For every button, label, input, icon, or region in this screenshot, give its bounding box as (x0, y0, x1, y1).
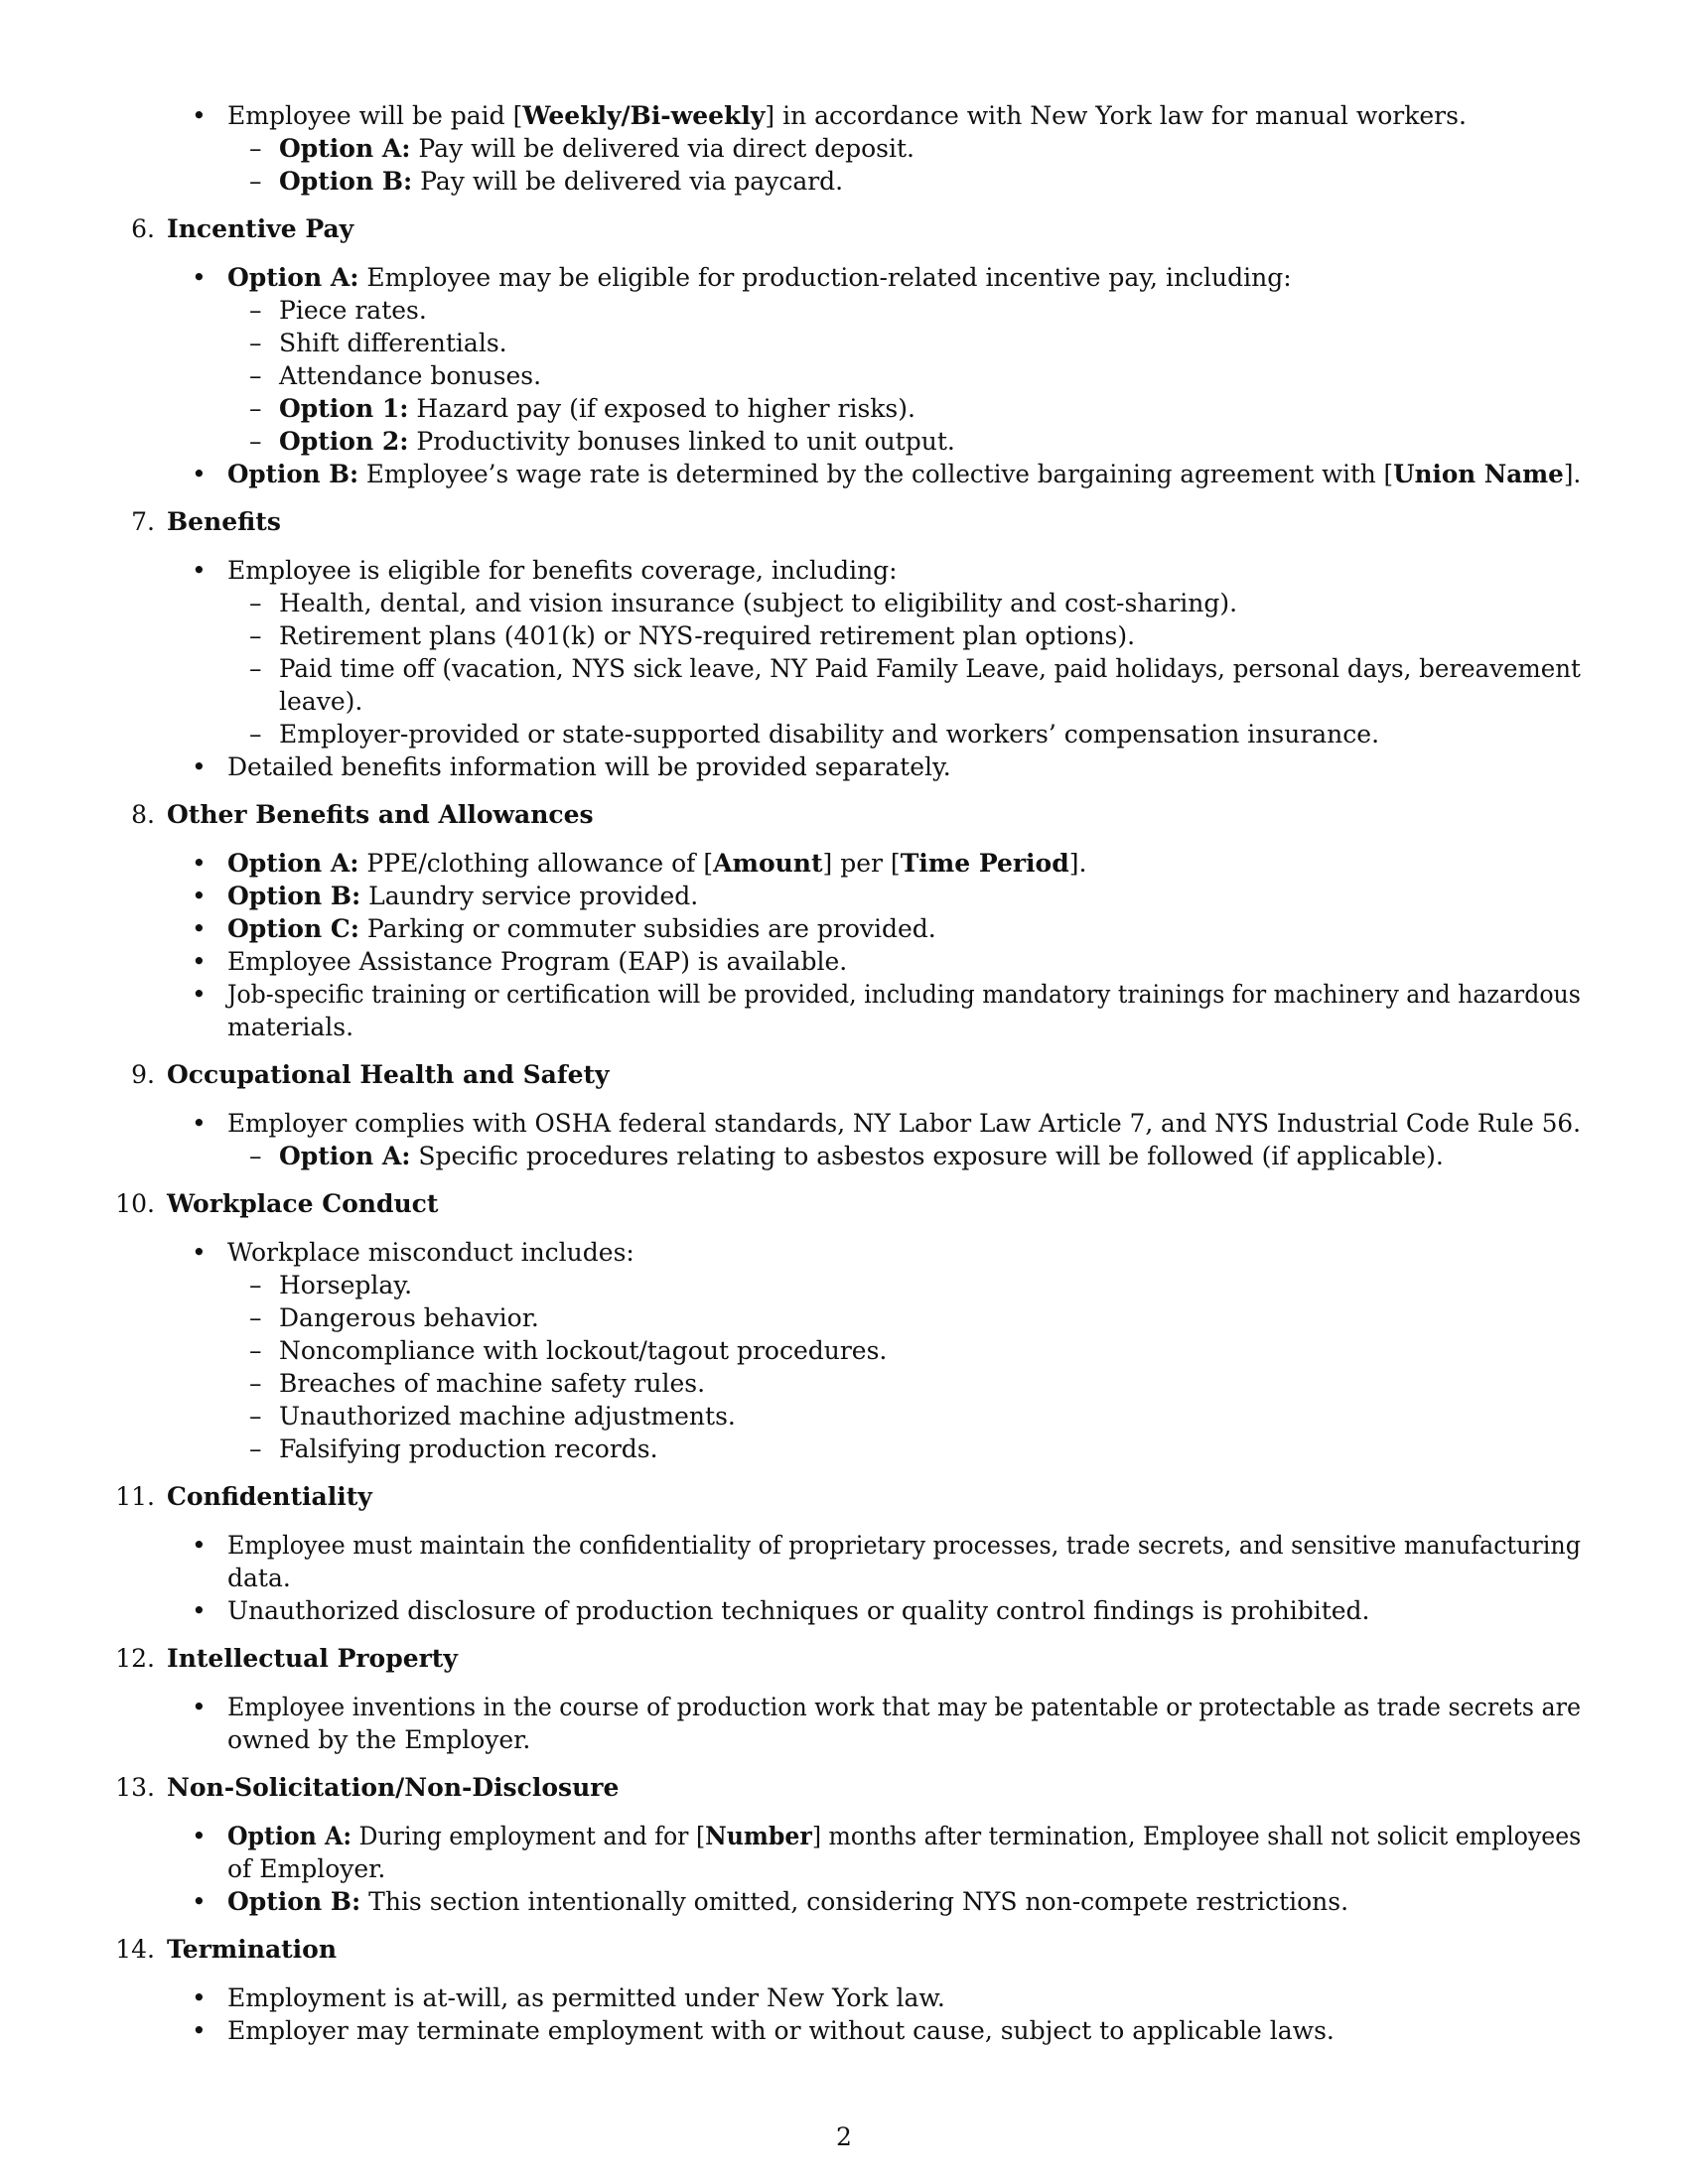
sub-list-item (279, 165, 843, 198)
text-run: owned by the Employer. (227, 1725, 531, 1754)
text-run: Unauthorized machine adjustments. (279, 1402, 736, 1431)
bold-term: Amount (713, 849, 823, 878)
dash-marker: – (249, 1303, 262, 1332)
text-run: Job-specific training or certification will be provided, including mandatory trainings for machinery and hazardous (227, 980, 1581, 1009)
text-run: Hazard pay (if exposed to higher risks). (408, 394, 915, 423)
section-number: 12. (115, 1644, 155, 1673)
text-run: Breaches of machine safety rules. (279, 1369, 706, 1398)
bold-term: Option B: (227, 1887, 361, 1916)
bullet-marker: • (192, 1531, 207, 1560)
dash-marker: – (249, 329, 262, 357)
bold-term: Option A: (279, 1142, 411, 1170)
list-item (227, 847, 1086, 880)
section-number: 11. (115, 1482, 155, 1511)
dash-marker: – (249, 1434, 262, 1463)
text-run: Employee’s wage rate is determined by the collective bargaining agreement with [ (358, 460, 1394, 488)
sub-list-item (279, 1334, 887, 1367)
bullet-marker: • (192, 263, 207, 292)
text-run: ] in accordance with New York law for manual workers. (765, 101, 1467, 130)
bullet-marker: • (192, 1822, 207, 1850)
sub-list-item (279, 294, 427, 327)
text-run: ]. (1563, 460, 1582, 488)
list-item (227, 261, 1292, 294)
text-run: Pay will be delivered via direct deposit. (410, 134, 914, 163)
list-item (227, 1691, 1581, 1723)
section-number: 9. (131, 1060, 155, 1089)
sub-list-item (279, 359, 541, 392)
section-heading: Workplace Conduct (167, 1189, 439, 1218)
section-heading: Incentive Pay (167, 214, 354, 243)
text-run: Productivity bonuses linked to unit output. (408, 427, 955, 456)
bold-term: Option A: (279, 134, 411, 163)
text-run: Dangerous behavior. (279, 1303, 539, 1332)
text-run: Specific procedures relating to asbestos exposure will be followed (if applicable). (410, 1142, 1444, 1170)
text-run: Falsifying production records. (279, 1434, 658, 1463)
page-number: 2 (836, 2122, 852, 2151)
dash-marker: – (249, 361, 262, 390)
bullet-marker: • (192, 1887, 207, 1916)
bold-term: Option 1: (279, 394, 409, 423)
bullet-marker: • (192, 1693, 207, 1721)
dash-marker: – (249, 1402, 262, 1431)
text-run: ] per [ (822, 849, 901, 878)
text-run: Employment is at-will, as permitted under New York law. (227, 1983, 945, 2012)
text-run: During employment and for [ (352, 1822, 706, 1850)
list-item (227, 1236, 634, 1269)
bullet-marker: • (192, 2016, 207, 2045)
sub-list-item (279, 1433, 658, 1465)
bold-term: Time Period (900, 849, 1069, 878)
bold-term: Option B: (227, 460, 359, 488)
sub-list-item (279, 392, 915, 425)
list-item-continuation (279, 685, 362, 718)
bold-term: Option A: (227, 263, 359, 292)
list-item (227, 751, 951, 783)
bold-term: Number (705, 1822, 812, 1850)
dash-marker: – (249, 654, 262, 683)
text-run: Employee may be eligible for production-related incentive pay, including: (358, 263, 1292, 292)
section-heading: Other Benefits and Allowances (167, 800, 594, 829)
bold-term: Union Name (1393, 460, 1564, 488)
sub-list-item (279, 1269, 412, 1301)
text-run: Employee Assistance Program (EAP) is available. (227, 947, 848, 976)
section-heading: Occupational Health and Safety (167, 1060, 610, 1089)
text-run: Employee will be paid [ (227, 101, 523, 130)
text-run: Attendance bonuses. (279, 361, 542, 390)
section-number: 8. (131, 800, 155, 829)
text-run: ] months after termination, Employee shall not solicit employees (811, 1822, 1582, 1850)
bold-term: Option B: (279, 167, 413, 196)
dash-marker: – (249, 1369, 262, 1398)
text-run: Detailed benefits information will be provided separately. (227, 752, 951, 781)
text-run: Employer-provided or state-supported disability and workers’ compensation insurance. (279, 720, 1380, 749)
sub-list-item (279, 1367, 705, 1400)
list-item (227, 912, 936, 945)
list-item (227, 1820, 1581, 1852)
section-heading: Confidentiality (167, 1482, 372, 1511)
text-run: data. (227, 1564, 291, 1592)
list-item (227, 458, 1581, 490)
text-run: Employer complies with OSHA federal standards, NY Labor Law Article 7, and NYS Industrial Code Rule 56. (227, 1109, 1581, 1138)
bullet-marker: • (192, 1238, 207, 1267)
sub-list-item (279, 587, 1237, 619)
text-run: Piece rates. (279, 296, 427, 325)
text-run: Unauthorized disclosure of production techniques or quality control findings is prohibited. (227, 1596, 1370, 1625)
text-run: ]. (1068, 849, 1087, 878)
sub-list-item (279, 327, 507, 359)
section-number: 10. (115, 1189, 155, 1218)
text-run: PPE/clothing allowance of [ (358, 849, 714, 878)
bullet-marker: • (192, 914, 207, 943)
list-item-continuation (227, 1852, 385, 1885)
bullet-marker: • (192, 1109, 207, 1138)
text-run: Employee inventions in the course of production work that may be patentable or protectable as trade secrets are (227, 1693, 1581, 1721)
bold-term: Option A: (227, 849, 359, 878)
list-item (227, 880, 698, 912)
dash-marker: – (249, 427, 262, 456)
list-item (227, 1885, 1348, 1918)
dash-marker: – (249, 296, 262, 325)
dash-marker: – (249, 720, 262, 749)
dash-marker: – (249, 589, 262, 617)
text-run: Employer may terminate employment with or without cause, subject to applicable laws. (227, 2016, 1335, 2045)
text-run: Pay will be delivered via paycard. (412, 167, 844, 196)
list-item (227, 1981, 945, 2014)
list-item (227, 1107, 1581, 1140)
sub-list-item (279, 1140, 1444, 1172)
list-item (227, 1594, 1370, 1627)
sub-list-item (279, 718, 1379, 751)
section-heading: Intellectual Property (167, 1644, 458, 1673)
list-item-continuation (227, 1011, 353, 1043)
dash-marker: – (249, 1271, 262, 1299)
text-run: Employee is eligible for benefits coverage, including: (227, 556, 898, 585)
bold-term: Option C: (227, 914, 359, 943)
dash-marker: – (249, 621, 262, 650)
text-run: Retirement plans (401(k) or NYS-required retirement plan options). (279, 621, 1136, 650)
section-number: 13. (115, 1773, 155, 1802)
bullet-marker: • (192, 980, 207, 1009)
text-run: Noncompliance with lockout/tagout procedures. (279, 1336, 888, 1365)
bullet-marker: • (192, 849, 207, 878)
list-item (227, 99, 1467, 132)
dash-marker: – (249, 134, 262, 163)
dash-marker: – (249, 167, 262, 196)
text-run: materials. (227, 1013, 354, 1041)
sub-list-item (279, 132, 914, 165)
bold-term: Option B: (227, 882, 361, 910)
bold-term: Weekly/Bi-weekly (522, 101, 766, 130)
sub-list-item (279, 619, 1135, 652)
sub-list-item (279, 652, 1581, 685)
section-heading: Termination (167, 1935, 338, 1964)
bullet-marker: • (192, 1983, 207, 2012)
text-run: Health, dental, and vision insurance (subject to eligibility and cost-sharing). (279, 589, 1238, 617)
bullet-marker: • (192, 882, 207, 910)
section-number: 6. (131, 214, 155, 243)
text-run: Parking or commuter subsidies are provided. (358, 914, 936, 943)
list-item (227, 945, 847, 978)
section-number: 7. (131, 507, 155, 536)
list-item-continuation (227, 1723, 530, 1756)
bold-term: Option A: (227, 1822, 352, 1850)
list-item (227, 978, 1581, 1011)
bullet-marker: • (192, 460, 207, 488)
text-run: leave). (279, 687, 363, 716)
section-number: 14. (115, 1935, 155, 1964)
list-item-continuation (227, 1562, 291, 1594)
text-run: This section intentionally omitted, considering NYS non-compete restrictions. (360, 1887, 1349, 1916)
bullet-marker: • (192, 1596, 207, 1625)
list-item (227, 1529, 1581, 1562)
text-run: Laundry service provided. (360, 882, 699, 910)
text-run: Workplace misconduct includes: (227, 1238, 634, 1267)
bullet-marker: • (192, 101, 207, 130)
bullet-marker: • (192, 752, 207, 781)
sub-list-item (279, 425, 955, 458)
section-heading: Benefits (167, 507, 281, 536)
dash-marker: – (249, 394, 262, 423)
text-run: Employee must maintain the confidentiality of proprietary processes, trade secrets, and sensitive manufacturing (227, 1531, 1581, 1560)
section-heading: Non-Solicitation/Non-Disclosure (167, 1773, 620, 1802)
text-run: of Employer. (227, 1854, 386, 1883)
text-run: Shift differentials. (279, 329, 507, 357)
text-run: Paid time off (vacation, NYS sick leave, NY Paid Family Leave, paid holidays, personal days, bereavement (279, 654, 1581, 683)
list-item (227, 554, 898, 587)
dash-marker: – (249, 1336, 262, 1365)
sub-list-item (279, 1301, 539, 1334)
bullet-marker: • (192, 556, 207, 585)
bullet-marker: • (192, 947, 207, 976)
text-run: Horseplay. (279, 1271, 413, 1299)
sub-list-item (279, 1400, 736, 1433)
list-item (227, 2014, 1335, 2047)
bold-term: Option 2: (279, 427, 409, 456)
dash-marker: – (249, 1142, 262, 1170)
